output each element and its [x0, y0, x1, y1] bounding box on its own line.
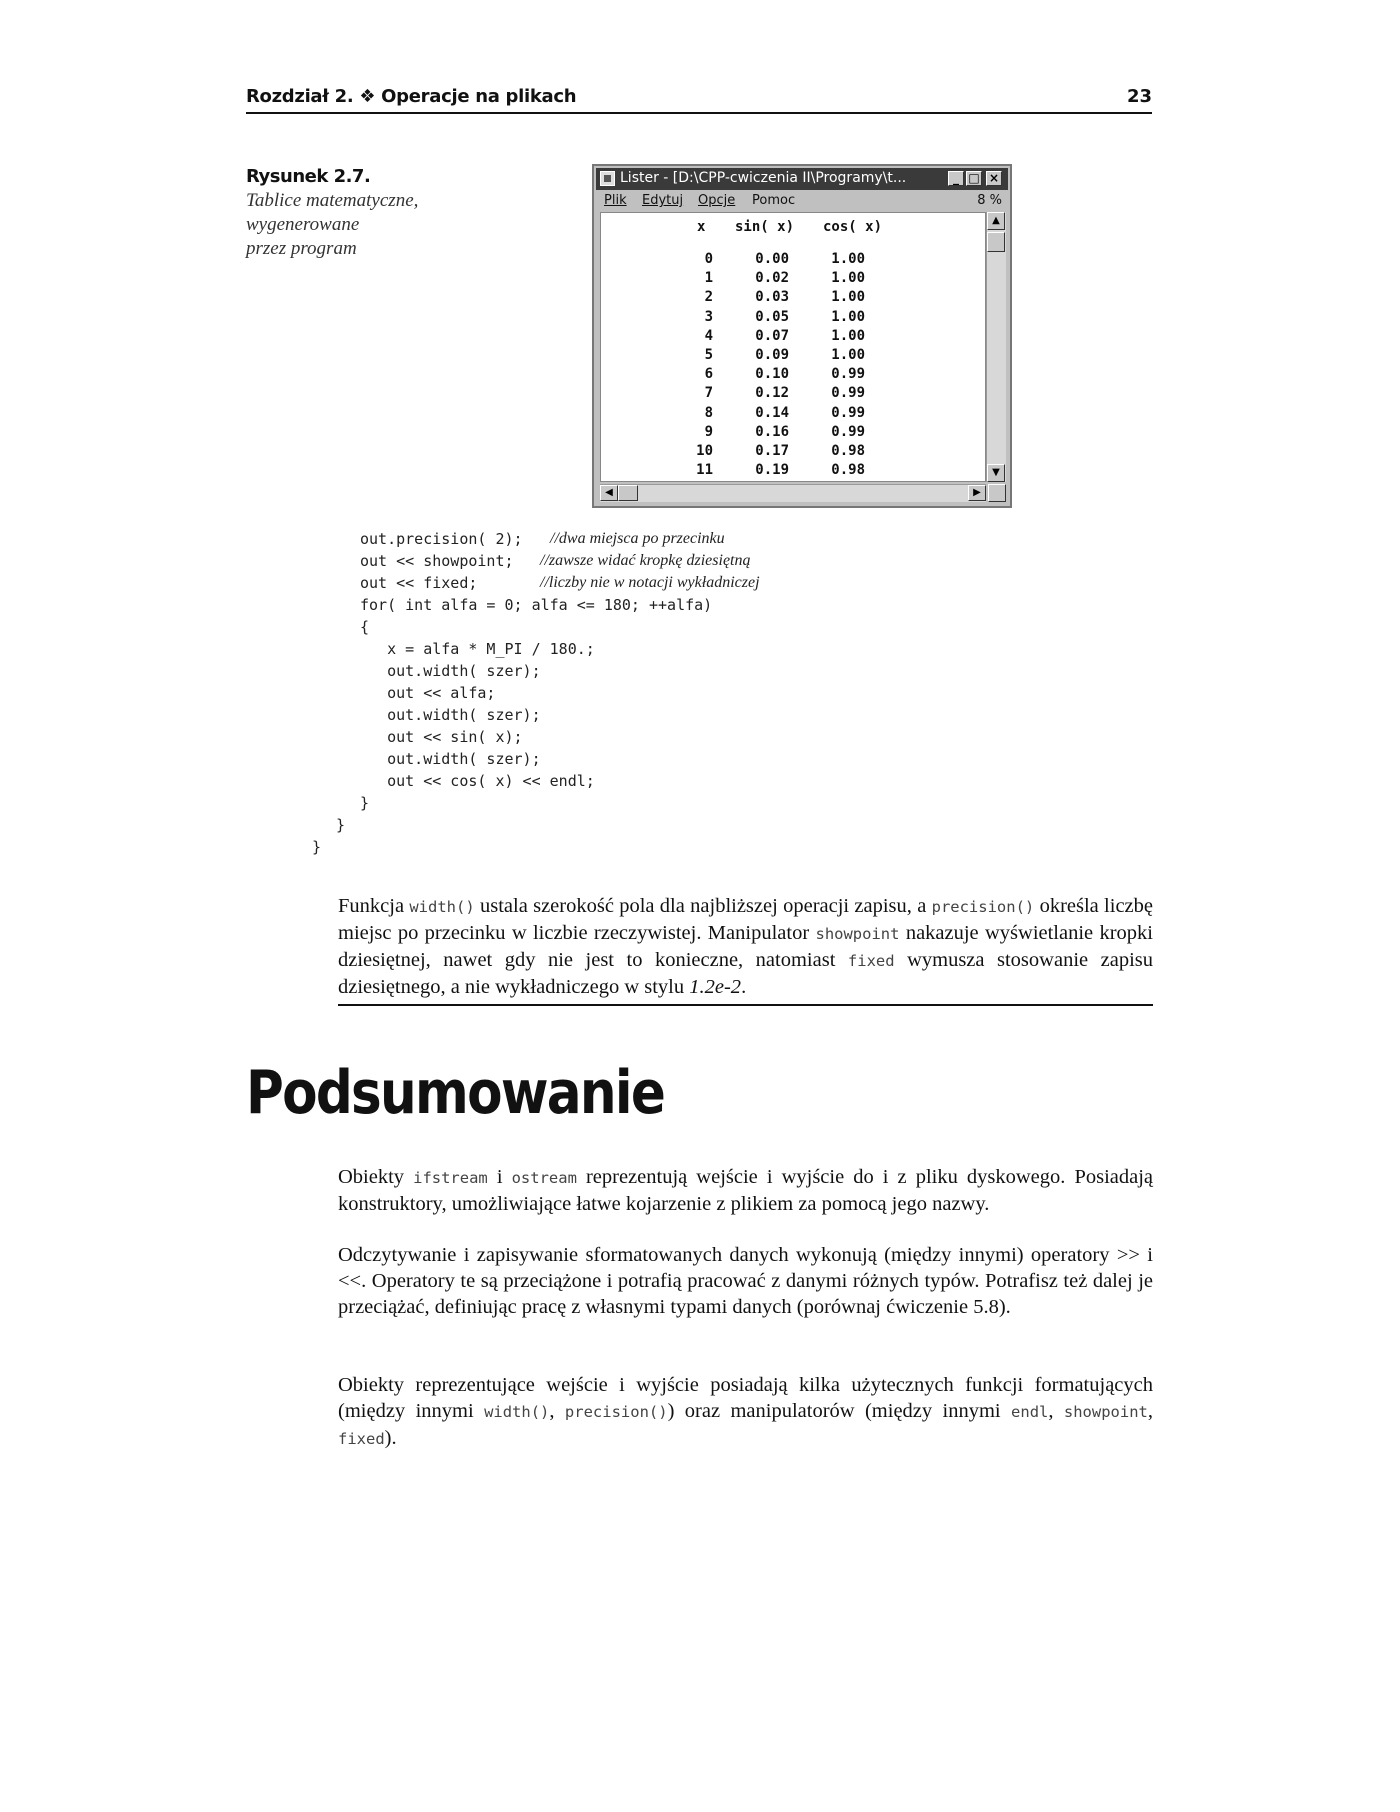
text: , [1147, 1400, 1154, 1422]
code-text: out << showpoint; [360, 552, 514, 570]
code-line [360, 572, 760, 594]
table-cell-x: 8 [704, 404, 713, 421]
text: ustala szerokość pola dla najbliższej operacji zapisu, a [474, 895, 932, 917]
italic-example: 1.2e-2 [689, 976, 742, 998]
text: wymusza stosowanie zapisu dziesiętnego, a nie wykładniczego w stylu [338, 949, 1153, 998]
zoom-percent: 8 % [977, 193, 1002, 208]
maximize-icon[interactable]: □ [966, 171, 982, 186]
table-cell-cos: 0.99 [831, 404, 865, 421]
table-cell-sin: 0.09 [755, 347, 789, 363]
text: , [1048, 1400, 1064, 1422]
table-cell-sin: 0.07 [755, 327, 789, 344]
table-cell-cos: 1.00 [831, 308, 865, 325]
menu-edytuj[interactable]: Edytuj [642, 193, 684, 208]
table-cell-cos: 0.98 [831, 443, 865, 459]
menu-plik[interactable]: Plik [604, 193, 627, 208]
inline-code: endl [1011, 1403, 1049, 1421]
menu-pomoc[interactable]: Pomoc [752, 193, 796, 208]
table-cell-sin: 0.02 [755, 270, 789, 287]
explanation-paragraph [338, 893, 1153, 1000]
table-cell-cos: 0.98 [831, 462, 865, 479]
inline-code: precision() [931, 898, 1035, 916]
caption-line: przez program [246, 238, 357, 259]
inline-code: ifstream [413, 1169, 488, 1187]
table-cell-sin: 0.16 [755, 423, 789, 440]
code-line [360, 792, 369, 814]
code-text: out.width( szer); [360, 750, 541, 768]
table-cell-cos: 1.00 [831, 347, 865, 363]
table-cell-sin: 0.10 [755, 366, 789, 383]
caption-line: Tablice matematyczne, [246, 190, 419, 211]
text: Obiekty reprezentujące wejście i wyjście posiadają kilka użytecznych funkcji formatujących (między innymi [338, 1374, 1153, 1422]
text: Obiekty [338, 1166, 414, 1188]
code-line [360, 704, 541, 726]
code-line [360, 594, 712, 616]
text: reprezentują wejście i wyjście do i z pliku dyskowego. Posiadają konstruktory, umożliwiające łatwe kojarzenie z plikiem za pomocą jego nazwy. [338, 1166, 1154, 1215]
code-text: } [360, 794, 370, 812]
table-cell-x: 11 [696, 462, 713, 479]
table-cell-sin: 0.12 [755, 385, 789, 402]
window-title: Lister - [D:\CPP-cwiczenia II\Programy\t... [620, 170, 907, 186]
code-comment: //zawsze widać kropkę dziesiętną [540, 552, 751, 569]
table-cell-x: 10 [696, 443, 713, 459]
table-cell-x: 5 [704, 347, 713, 363]
lister-window [592, 164, 1012, 508]
code-line [360, 748, 541, 770]
text: . [741, 976, 747, 998]
summary-paragraph-3 [338, 1372, 1153, 1452]
text: , [549, 1400, 565, 1422]
table-cell-cos: 0.99 [831, 366, 865, 383]
figure-label: Rysunek 2.7. [246, 166, 371, 187]
table-cell-cos: 0.99 [831, 385, 865, 402]
page-number: 23 [1126, 86, 1152, 107]
menu-opcje[interactable]: Opcje [698, 193, 736, 208]
app-icon [600, 171, 615, 186]
code-text: out << sin( x); [360, 728, 523, 746]
minimize-icon[interactable]: _ [948, 171, 964, 186]
code-text: { [360, 618, 370, 636]
text: Funkcja [338, 895, 410, 917]
table-cell-sin: 0.17 [755, 443, 789, 459]
code-line [360, 550, 751, 572]
figure-caption [246, 166, 466, 261]
column-header-sin: sin( x) [735, 219, 795, 235]
scroll-left-icon[interactable]: ◀ [600, 485, 618, 501]
table-cell-sin: 0.19 [755, 462, 789, 479]
close-icon[interactable]: × [986, 171, 1002, 186]
code-text: } [312, 838, 322, 856]
code-line [360, 638, 595, 660]
scroll-thumb[interactable] [987, 232, 1005, 252]
chapter-title: Rozdział 2. ❖ Operacje na plikach [246, 86, 577, 107]
code-line [360, 660, 541, 682]
code-text: out.width( szer); [360, 706, 541, 724]
code-text: out.precision( 2); [360, 530, 523, 548]
menu-bar [596, 191, 1008, 211]
scroll-thumb-horizontal[interactable] [618, 485, 638, 501]
table-cell-sin: 0.05 [755, 308, 789, 325]
table-cell-cos: 1.00 [831, 327, 865, 344]
code-text: out << alfa; [360, 684, 496, 702]
code-line [312, 836, 321, 858]
code-line [360, 528, 725, 550]
table-cell-x: 0 [704, 251, 713, 267]
table-cell-x: 1 [704, 270, 713, 287]
table-cell-x: 7 [704, 385, 713, 402]
table-cell-x: 3 [704, 308, 713, 325]
code-line [360, 726, 523, 748]
inline-code: width() [484, 1403, 550, 1421]
vertical-scrollbar[interactable] [986, 212, 1006, 482]
inline-code: fixed [338, 1430, 385, 1448]
code-text: out << fixed; [360, 574, 478, 592]
horizontal-scrollbar[interactable] [600, 484, 986, 502]
caption-line: wygenerowane [246, 214, 360, 235]
text: i [487, 1166, 512, 1188]
code-comment: //dwa miejsca po przecinku [550, 530, 725, 547]
inline-code: precision() [564, 1403, 668, 1421]
text: ) oraz manipulatorów (między innymi [667, 1400, 1012, 1422]
table-cell-x: 2 [704, 289, 713, 306]
code-text: x = alfa * M_PI / 180.; [360, 640, 595, 658]
table-cell-cos: 1.00 [831, 289, 865, 306]
text: określa liczbę miejsc po przecinku w liczbie rzeczywistej. Manipulator [338, 895, 1153, 944]
figure-caption-text [246, 189, 466, 261]
table-cell-cos: 0.99 [831, 423, 865, 440]
lister-content [600, 212, 986, 482]
inline-code: showpoint [1063, 1403, 1148, 1421]
scroll-right-icon[interactable]: ▶ [968, 485, 986, 501]
code-line [360, 682, 495, 704]
code-comment: //liczby nie w notacji wykładniczej [540, 574, 760, 591]
summary-paragraph-2: Odczytywanie i zapisywanie sformatowanych danych wykonują (między innymi) operatory >> i <<. Operatory te są przeciążone i potrafią pracować z danymi różnych typów. Potrafisz też dalej je przeciążać, definiując pracę z własnymi typami danych (porównaj ćwiczenie 5.8). [338, 1244, 1153, 1318]
running-header [246, 86, 1152, 114]
inline-code: fixed [847, 952, 895, 970]
column-header-x: x [697, 219, 706, 235]
section-title: Podsumowanie [246, 1058, 665, 1128]
table-cell-cos: 1.00 [831, 251, 865, 267]
table-cell-sin: 0.00 [755, 251, 789, 267]
table-cell-x: 6 [704, 366, 713, 383]
code-line [336, 814, 345, 836]
table-cell-x: 9 [704, 423, 713, 440]
code-line [360, 616, 369, 638]
resize-grip-icon[interactable] [988, 484, 1006, 502]
table-cell-sin: 0.03 [755, 289, 789, 306]
code-text: out << cos( x) << endl; [360, 772, 595, 790]
column-header-cos: cos( x) [823, 219, 883, 235]
code-text: for( int alfa = 0; alfa <= 180; ++alfa) [360, 596, 713, 614]
text: ). [384, 1427, 397, 1449]
table-cell-sin: 0.14 [755, 404, 789, 421]
summary-paragraph-1 [338, 1164, 1153, 1217]
code-text: } [336, 816, 346, 834]
scroll-down-icon[interactable]: ▼ [987, 464, 1005, 482]
window-titlebar [596, 168, 1008, 190]
inline-code: showpoint [815, 925, 900, 943]
scroll-up-icon[interactable]: ▲ [987, 212, 1005, 230]
text: nakazuje wyświetlanie kropki dziesiętnej, nawet gdy nie jest to konieczne, natomiast [338, 922, 1153, 971]
horizontal-rule [338, 1004, 1153, 1006]
table-cell-x: 4 [704, 327, 713, 344]
code-text: out.width( szer); [360, 662, 541, 680]
inline-code: ostream [511, 1169, 577, 1187]
inline-code: width() [409, 898, 475, 916]
code-line [360, 770, 595, 792]
table-cell-cos: 1.00 [831, 270, 865, 287]
